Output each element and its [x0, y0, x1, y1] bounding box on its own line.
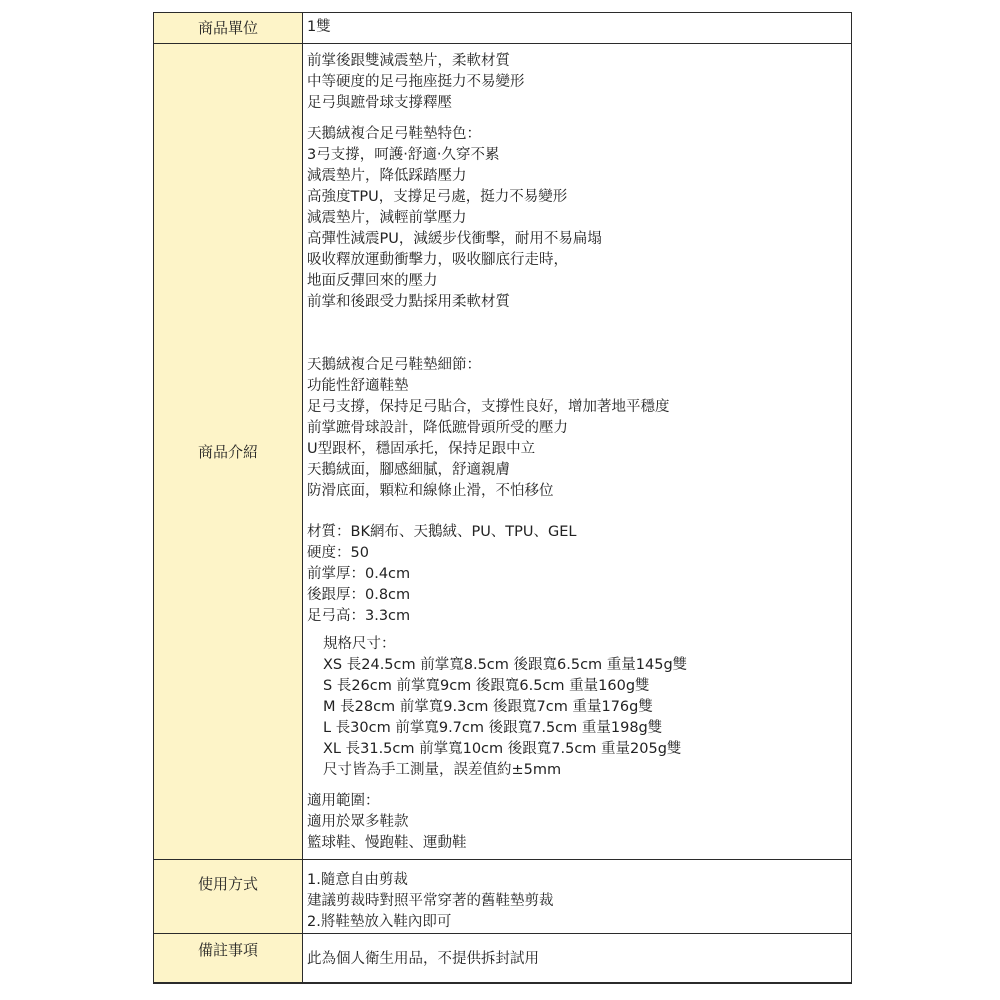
- intro-line: 天鵝絨複合足弓鞋墊細節：: [307, 357, 481, 373]
- unit-label: 商品單位: [197, 19, 258, 37]
- unit-value-cell: [303, 13, 852, 44]
- intro-line: 適用範圍：: [307, 793, 380, 809]
- intro-line: 前掌蹠骨球設計，降低蹠骨頭所受的壓力: [307, 420, 568, 436]
- usage-line: 2.將鞋墊放入鞋內即可: [307, 914, 452, 930]
- intro-size-block: [307, 634, 851, 781]
- usage-line: 1.隨意自由剪裁: [307, 872, 408, 888]
- intro-usage-block: [307, 791, 851, 854]
- intro-line: 功能性舒適鞋墊: [307, 378, 409, 394]
- intro-line: 高強度TPU，支撐足弓處，挺力不易變形: [307, 189, 568, 205]
- usage-block: [307, 870, 851, 933]
- usage-value-cell: [303, 860, 852, 934]
- intro-line: 中等硬度的足弓拖座挺力不易變形: [307, 74, 525, 90]
- intro-line: 足弓支撐，保持足弓貼合，支撐性良好，增加著地平穩度: [307, 399, 670, 415]
- intro-line: U型跟杯，穩固承托，保持足跟中立: [307, 441, 536, 457]
- usage-row: [154, 860, 852, 934]
- intro-line: XS 長24.5cm 前掌寬8.5cm 後跟寬6.5cm 重量145g雙: [323, 657, 688, 673]
- intro-line: 減震墊片，降低踩踏壓力: [307, 168, 467, 184]
- notes-row: [154, 934, 852, 984]
- intro-line: 前掌和後跟受力點採用柔軟材質: [307, 294, 510, 310]
- intro-line: 前掌後跟雙減震墊片，柔軟材質: [307, 53, 510, 69]
- intro-label: 商品介紹: [197, 442, 258, 461]
- intro-line: 籃球鞋、慢跑鞋、運動鞋: [307, 835, 467, 851]
- intro-line: 硬度：50: [307, 545, 369, 561]
- unit-row: [154, 13, 852, 44]
- intro-line: 高彈性減震PU，減緩步伐衝擊，耐用不易扁塌: [307, 231, 602, 247]
- intro-line: 適用於眾多鞋款: [307, 814, 409, 830]
- intro-line: 地面反彈回來的壓力: [307, 273, 438, 289]
- intro-line: 天鵝絨複合足弓鞋墊特色：: [307, 126, 481, 142]
- intro-label-cell: [154, 44, 303, 860]
- unit-label-cell: [154, 13, 303, 44]
- notes-value-cell: [303, 934, 852, 984]
- intro-line: 後跟厚：0.8cm: [307, 587, 411, 603]
- intro-details-block: [307, 355, 851, 502]
- product-spec-table: [153, 12, 852, 984]
- unit-value: 1雙: [307, 19, 331, 35]
- intro-line: M 長28cm 前掌寬9.3cm 後跟寬7cm 重量176g雙: [323, 699, 653, 715]
- intro-line: XL 長31.5cm 前掌寬10cm 後跟寬7.5cm 重量205g雙: [323, 741, 682, 757]
- intro-value-cell: [303, 44, 852, 860]
- intro-material-block: [307, 522, 851, 627]
- intro-line: 天鵝絨面，腳感細膩，舒適親膚: [307, 462, 510, 478]
- intro-line: 3弓支撐，呵護‧舒適‧久穿不累: [307, 147, 500, 163]
- intro-features-block: [307, 51, 851, 114]
- intro-line: 足弓高：3.3cm: [307, 608, 411, 624]
- intro-line: 前掌厚：0.4cm: [307, 566, 411, 582]
- intro-line: 防滑底面，顆粒和線條止滑，不怕移位: [307, 483, 554, 499]
- usage-label: 使用方式: [197, 875, 258, 893]
- intro-characteristics-block: [307, 124, 851, 313]
- intro-line: 材質：BK網布、天鵝絨、PU、TPU、GEL: [307, 524, 577, 540]
- intro-line: 規格尺寸：: [323, 636, 396, 652]
- notes-block: [307, 949, 851, 970]
- intro-line: 減震墊片，減輕前掌壓力: [307, 210, 467, 226]
- intro-line: 尺寸皆為手工測量，誤差值約±5mm: [323, 762, 562, 778]
- notes-label-cell: [154, 934, 303, 984]
- notes-line: 此為個人衛生用品，不提供拆封試用: [307, 951, 539, 967]
- intro-row: [154, 44, 852, 860]
- intro-line: L 長30cm 前掌寬9.7cm 後跟寬7.5cm 重量198g雙: [323, 720, 663, 736]
- notes-label: 備註事項: [197, 941, 258, 959]
- intro-line: 足弓與蹠骨球支撐釋壓: [307, 95, 452, 111]
- usage-line: 建議剪裁時對照平常穿著的舊鞋墊剪裁: [307, 893, 554, 909]
- unit-block: [307, 17, 851, 38]
- intro-line: 吸收釋放運動衝擊力，吸收腳底行走時，: [307, 252, 568, 268]
- usage-label-cell: [154, 860, 303, 934]
- intro-line: S 長26cm 前掌寬9cm 後跟寬6.5cm 重量160g雙: [323, 678, 650, 694]
